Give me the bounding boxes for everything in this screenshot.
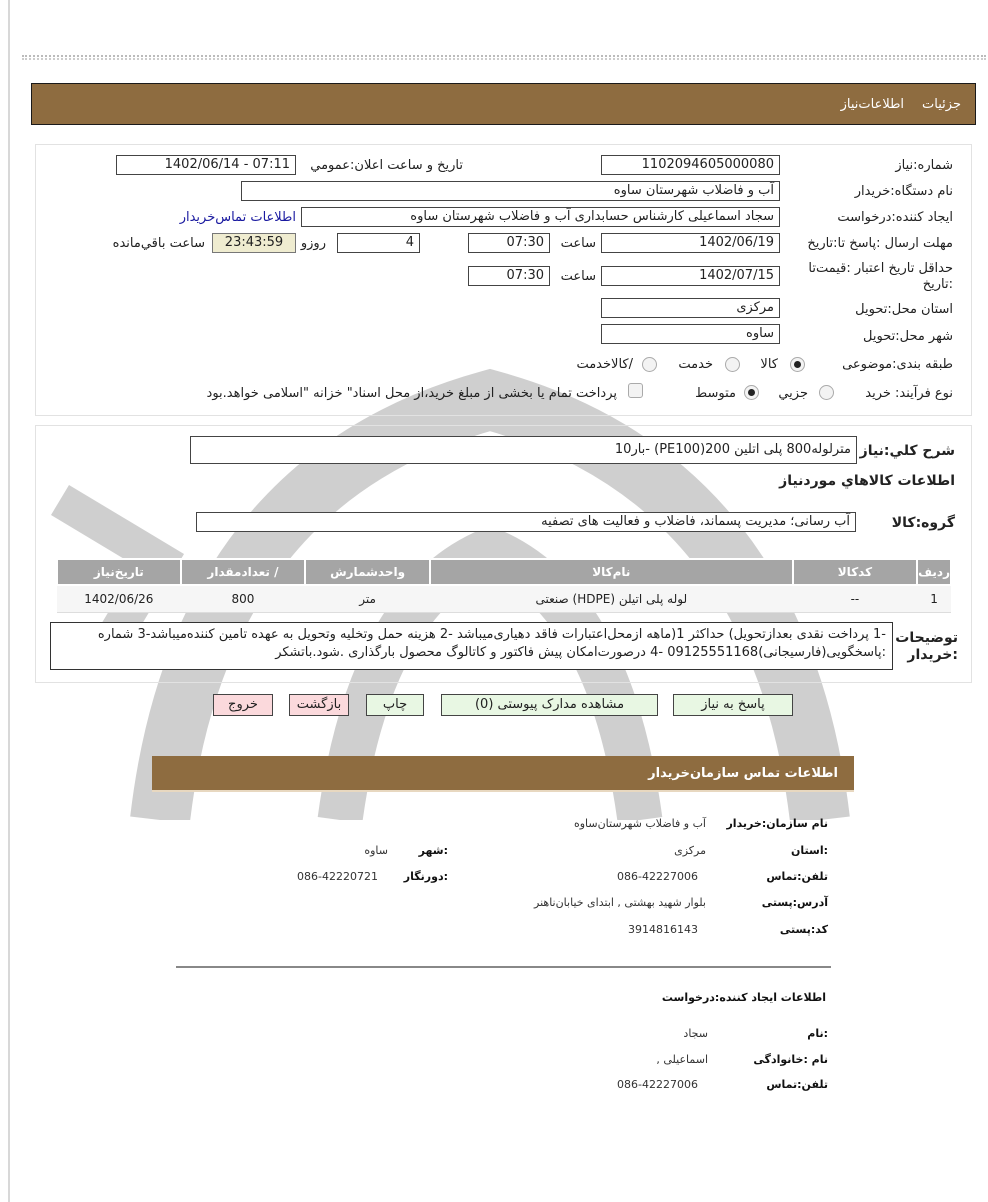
treasury-payment-checkbox[interactable] xyxy=(628,383,643,398)
contact-province-label: :استان xyxy=(791,844,828,857)
creator-phone-value: 086-42227006 xyxy=(617,1078,698,1091)
deadline-time-field[interactable]: 07:30 xyxy=(468,233,550,253)
creator-phone-label: تلفن:تماس xyxy=(766,1078,828,1091)
creator-field[interactable]: سجاد اسماعیلی کارشناس حسابداری آب و فاضلاب شهرستان ساوه xyxy=(301,207,780,227)
buyer-notes-label: توضیحات :خریدار xyxy=(895,630,958,663)
contact-org-label: نام سازمان:خریدار xyxy=(726,817,828,830)
process-radio-minor[interactable] xyxy=(819,385,834,400)
validity-date-field[interactable]: 1402/07/15 xyxy=(601,266,780,286)
need-number-label: شماره:نیاز xyxy=(895,158,953,173)
details-header-bar xyxy=(31,83,976,125)
buyer-notes-field[interactable]: -1 پرداخت نقدی بعدازتحویل) حداکثر 1(ماهه ازمحل‌اعتبارات فاقد دهیاری‌میباشد -2 هزینه حمل وتخلیه وتحویل به عهده تامین کننده‌میباشد-3 شماره :پاسخگویی(فارسیجانی)09125551168 -4 درصورت‌امکان پیش فاکتور و کاتالوگ محصول بارگذاری .شود.باتشکر xyxy=(50,622,893,670)
tab-details[interactable]: جزئیات xyxy=(922,96,961,112)
contact-city-value: ساوه xyxy=(364,844,388,857)
contact-postal-value: 3914816143 xyxy=(628,923,698,936)
back-button[interactable]: بازگشت xyxy=(289,694,349,716)
page-left-border xyxy=(8,0,10,1202)
category-option-goods: کالا xyxy=(760,357,778,372)
need-number-field[interactable]: 1102094605000080 xyxy=(601,155,780,175)
contact-city-label: :شهر xyxy=(418,844,448,857)
cell-row: 1 xyxy=(917,585,951,612)
table-row xyxy=(57,585,951,612)
process-label: نوع فرآیند: خرید xyxy=(865,386,953,401)
category-label: طبقه بندی:موضوعی xyxy=(842,357,953,372)
creator-last-name-value: اسماعیلی , xyxy=(656,1053,708,1066)
contact-fax-label: :دورنگار xyxy=(403,870,448,883)
view-attachments-button[interactable]: مشاهده مدارک پیوستی (0) xyxy=(441,694,658,716)
group-field[interactable]: آب رسانی؛ مدیریت پسماند، فاضلاب و فعالیت های تصفیه xyxy=(196,512,856,532)
contact-postal-label: کد:پستی xyxy=(779,923,828,936)
top-divider xyxy=(22,55,986,60)
category-option-goods-service: /کالاخدمت xyxy=(576,357,633,372)
deadline-time-label: ساعت xyxy=(560,236,596,251)
buyer-contact-header: اطلاعات تماس سازمان‌خریدار xyxy=(152,756,854,792)
print-button[interactable]: چاپ xyxy=(366,694,424,716)
deadline-date-field[interactable]: 1402/06/19 xyxy=(601,233,780,253)
contact-address-value: بلوار شهید بهشتی , ابتدای خیابان‌ناهنر xyxy=(534,896,706,909)
cell-unit: متر xyxy=(305,585,430,612)
announce-label: تاریخ و ساعت اعلان:عمومي xyxy=(310,158,463,173)
process-option-medium: متوسط xyxy=(695,386,736,401)
col-code: کدکالا xyxy=(793,559,917,585)
summary-label: شرح کلي:نیاز xyxy=(859,443,955,459)
days-label: روزو xyxy=(300,236,326,251)
tab-need-info[interactable]: اطلاعات‌نیاز xyxy=(840,96,905,112)
category-option-service: خدمت xyxy=(678,357,713,372)
category-radio-goods-service[interactable] xyxy=(642,357,657,372)
creator-contact-title: اطلاعات ایجاد کننده:درخواست xyxy=(661,991,826,1004)
respond-button[interactable]: پاسخ به نیاز xyxy=(673,694,793,716)
province-field[interactable]: مرکزی xyxy=(601,298,780,318)
treasury-payment-label: پرداخت تمام یا بخشی از مبلغ خرید،از محل اسناد" خزانه "اسلامی خواهد.بود xyxy=(206,386,617,401)
city-label: شهر محل:تحویل xyxy=(863,329,953,344)
creator-label: ایجاد کننده:درخواست xyxy=(837,210,953,225)
exit-button[interactable]: خروج xyxy=(213,694,273,716)
validity-time-label: ساعت xyxy=(560,269,596,284)
announce-field[interactable]: 1402/06/14 - 07:11 xyxy=(116,155,296,175)
creator-first-name-label: :نام xyxy=(807,1027,828,1040)
process-radio-medium[interactable] xyxy=(744,385,759,400)
buyer-contact-link[interactable]: اطلاعات تماس‌خریدار xyxy=(179,210,296,225)
cell-name: لوله پلی اتیلن (HDPE) صنعتی xyxy=(430,585,793,612)
creator-first-name-value: سجاد xyxy=(683,1027,708,1040)
col-unit: واحدشمارش xyxy=(305,559,430,585)
days-field[interactable]: 4 xyxy=(337,233,420,253)
category-radio-service[interactable] xyxy=(725,357,740,372)
deadline-label: مهلت ارسال :پاسخ تا:تاریخ xyxy=(807,236,953,251)
contact-phone-value: 086-42227006 xyxy=(617,870,698,883)
cell-quantity: 800 xyxy=(181,585,306,612)
validity-label: حداقل تاریخ اعتبار :قیمت‌تا :تاریخ xyxy=(808,261,953,292)
cell-code: -- xyxy=(793,585,917,612)
process-option-minor: جزيي xyxy=(778,386,808,401)
creator-last-name-label: نام :خانوادگی xyxy=(753,1053,828,1066)
summary-field[interactable]: مترلوله800 پلی اتلین 200(PE100) -بار10 xyxy=(190,436,857,464)
validity-time-field[interactable]: 07:30 xyxy=(468,266,550,286)
province-label: استان محل:تحویل xyxy=(855,302,953,317)
contact-divider xyxy=(176,966,831,968)
contact-org-value: آب و فاضلاب شهرستان‌ساوه xyxy=(573,817,706,830)
col-row: ردیف xyxy=(917,559,951,585)
remaining-label: ساعت باقي‌مانده xyxy=(112,236,205,251)
contact-address-label: آدرس:پستی xyxy=(761,896,828,909)
remaining-time-field: 23:43:59 xyxy=(212,233,296,253)
buyer-org-field[interactable]: آب و فاضلاب شهرستان ساوه xyxy=(241,181,780,201)
goods-section-title: اطلاعات کالاهاي موردنیاز xyxy=(779,473,955,489)
cell-need-date: 1402/06/26 xyxy=(57,585,181,612)
col-name: نام‌کالا xyxy=(430,559,793,585)
city-field[interactable]: ساوه xyxy=(601,324,780,344)
buyer-org-label: نام دستگاه:خریدار xyxy=(854,184,953,199)
goods-table xyxy=(56,558,952,613)
goods-table-header xyxy=(57,559,951,585)
category-radio-goods[interactable] xyxy=(790,357,805,372)
contact-phone-label: تلفن:تماس xyxy=(766,870,828,883)
group-label: گروه:کالا xyxy=(891,515,955,531)
col-need-date: تاریخ‌نیاز xyxy=(57,559,181,585)
contact-province-value: مرکزی xyxy=(674,844,706,857)
col-quantity: / تعدادمقدار xyxy=(181,559,306,585)
contact-fax-value: 086-42220721 xyxy=(297,870,378,883)
